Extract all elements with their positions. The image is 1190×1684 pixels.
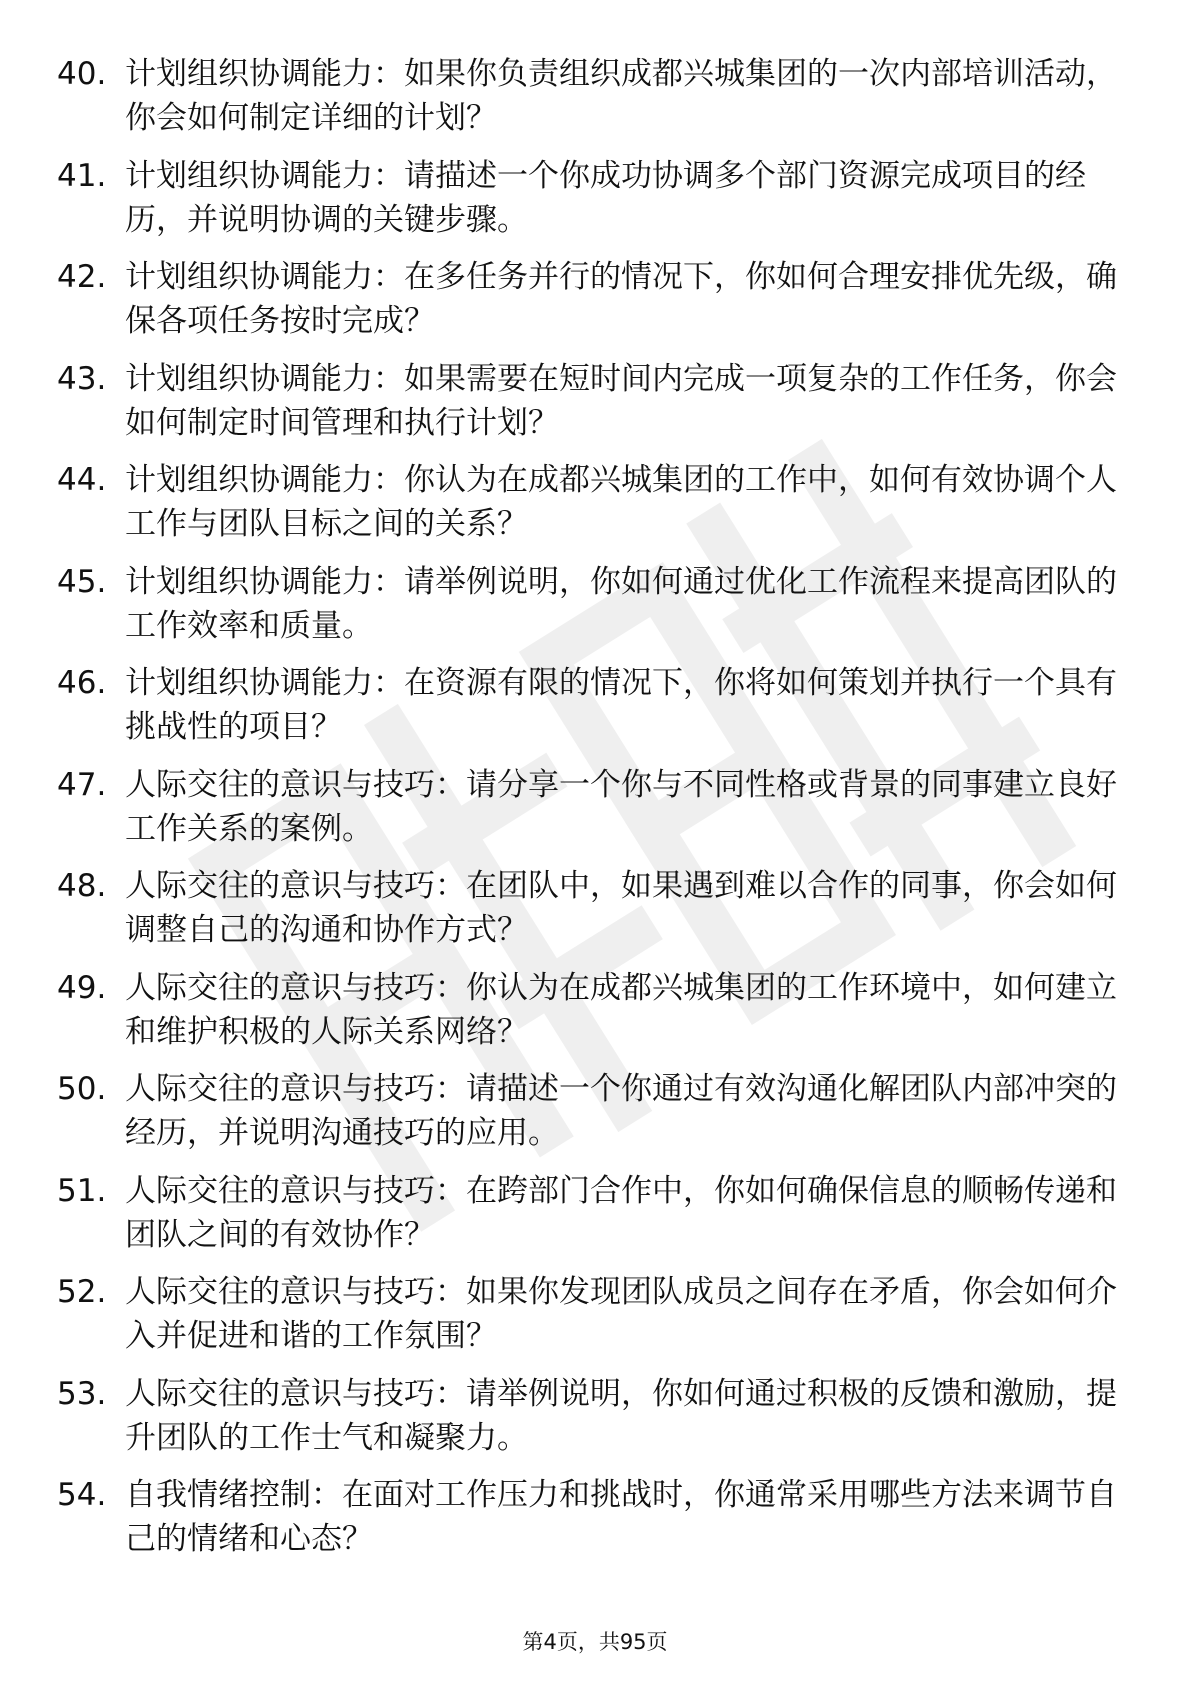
- list-item: [57, 458, 1117, 560]
- list-item: [57, 661, 1117, 763]
- question-number: 44.: [57, 462, 107, 498]
- list-item: [57, 966, 1117, 1068]
- list-item: [57, 52, 1117, 154]
- question-number: 46.: [57, 665, 107, 701]
- question-text: 计划组织协调能力：你认为在成都兴城集团的工作中，如何有效协调个人工作与团队目标之间的关系？: [125, 462, 1117, 542]
- question-number: 43.: [57, 360, 107, 397]
- question-text: 人际交往的意识与技巧：如果你发现团队成员之间存在矛盾，你会如何介入并促进和谐的工作氛围？: [125, 1274, 1117, 1354]
- question-text: 计划组织协调能力：在多任务并行的情况下，你如何合理安排优先级，确保各项任务按时完成？: [125, 259, 1117, 339]
- question-text: 计划组织协调能力：请描述一个你成功协调多个部门资源完成项目的经历，并说明协调的关键步骤。: [125, 157, 1086, 238]
- list-item: [57, 154, 1117, 256]
- question-number: 41.: [57, 157, 107, 194]
- list-item: [57, 1372, 1117, 1474]
- page-number-label: 第4页，共95页: [522, 1630, 668, 1654]
- question-text: 计划组织协调能力：如果你负责组织成都兴城集团的一次内部培训活动，你会如何制定详细的计划？: [125, 56, 1117, 136]
- question-number: 42.: [57, 259, 107, 295]
- question-number: 45.: [57, 563, 107, 600]
- question-number: 53.: [57, 1375, 107, 1412]
- question-text: 人际交往的意识与技巧：请举例说明，你如何通过积极的反馈和激励，提升团队的工作士气和凝聚力。: [125, 1375, 1117, 1456]
- question-list: [57, 52, 1117, 1575]
- list-item: [57, 1270, 1117, 1372]
- question-text: 人际交往的意识与技巧：你认为在成都兴城集团的工作环境中，如何建立和维护积极的人际关系网络？: [125, 969, 1117, 1050]
- question-text: 人际交往的意识与技巧：请描述一个你通过有效沟通化解团队内部冲突的经历，并说明沟通技巧的应用。: [125, 1071, 1117, 1151]
- question-number: 54.: [57, 1477, 107, 1513]
- list-item: [57, 763, 1117, 865]
- question-text: 自我情绪控制：在面对工作压力和挑战时，你通常采用哪些方法来调节自己的情绪和心态？: [125, 1477, 1117, 1557]
- list-item: [57, 864, 1117, 966]
- list-item: [57, 255, 1117, 357]
- list-item: [57, 1067, 1117, 1169]
- page-footer: [0, 1628, 1190, 1656]
- question-number: 47.: [57, 766, 107, 803]
- question-text: 人际交往的意识与技巧：在跨部门合作中，你如何确保信息的顺畅传递和团队之间的有效协作？: [125, 1172, 1117, 1253]
- question-text: 人际交往的意识与技巧：在团队中，如果遇到难以合作的同事，你会如何调整自己的沟通和协作方式？: [125, 868, 1117, 948]
- question-number: 52.: [57, 1274, 107, 1310]
- question-text: 人际交往的意识与技巧：请分享一个你与不同性格或背景的同事建立良好工作关系的案例。: [125, 766, 1117, 847]
- question-text: 计划组织协调能力：如果需要在短时间内完成一项复杂的工作任务，你会如何制定时间管理和执行计划？: [125, 360, 1117, 441]
- question-text: 计划组织协调能力：请举例说明，你如何通过优化工作流程来提高团队的工作效率和质量。: [125, 563, 1117, 644]
- question-text: 计划组织协调能力：在资源有限的情况下，你将如何策划并执行一个具有挑战性的项目？: [125, 665, 1117, 745]
- question-number: 50.: [57, 1071, 107, 1107]
- list-item: [57, 1169, 1117, 1271]
- question-number: 51.: [57, 1172, 107, 1209]
- list-item: [57, 1473, 1117, 1575]
- list-item: [57, 357, 1117, 459]
- list-item: [57, 560, 1117, 662]
- question-number: 40.: [57, 56, 107, 92]
- question-number: 49.: [57, 969, 107, 1006]
- question-number: 48.: [57, 868, 107, 904]
